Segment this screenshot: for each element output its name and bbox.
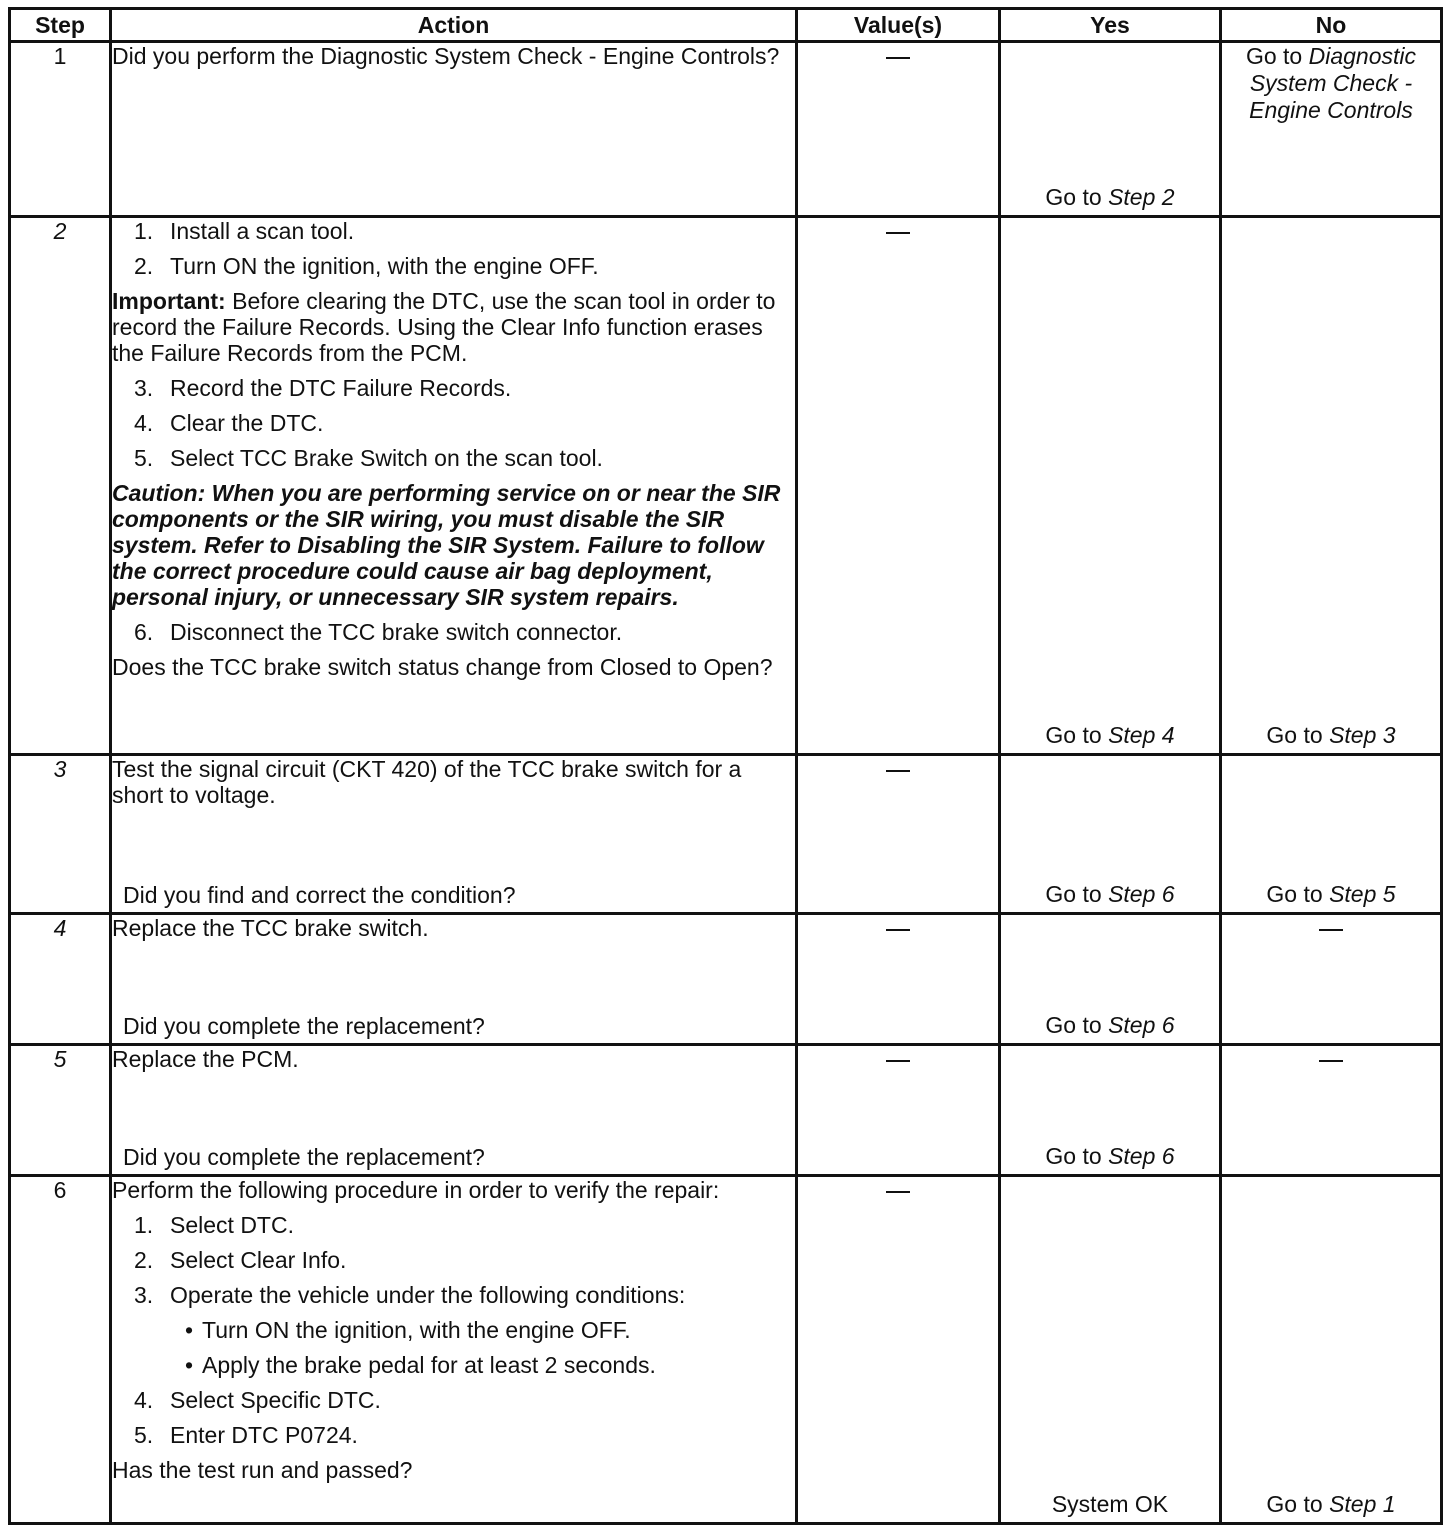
action-text: Test the signal circuit (CKT 420) of the TCC brake switch for a short to voltage. (112, 756, 742, 808)
list-item (112, 1387, 795, 1413)
item-text: Disconnect the TCC brake switch connector. (170, 619, 623, 645)
value-dash (886, 1060, 910, 1062)
value-cell (797, 755, 1000, 914)
item-number: 6. (134, 619, 154, 645)
item-text: Select DTC. (170, 1212, 294, 1238)
yes-result: System OK (1051, 1491, 1169, 1517)
bullet-icon: • (184, 1317, 194, 1343)
no-cell (1221, 42, 1442, 217)
list-item (112, 253, 795, 279)
no-prefix: Go to (1266, 722, 1330, 748)
yes-prefix: Go to (1045, 1143, 1109, 1169)
table-row (10, 755, 1442, 914)
header-no: No (1221, 9, 1442, 42)
no-cell (1221, 1176, 1442, 1524)
no-prefix: Go to (1266, 1491, 1330, 1517)
item-number: 3. (134, 1282, 154, 1308)
table-row (10, 1045, 1442, 1176)
item-number: 3. (134, 375, 154, 401)
value-dash (886, 57, 910, 59)
no-cell (1221, 755, 1442, 914)
table-row (10, 914, 1442, 1045)
yes-cell (1000, 42, 1221, 217)
yes-prefix: Go to (1045, 1012, 1109, 1038)
item-text: Select Specific DTC. (170, 1387, 381, 1413)
item-number: 5. (134, 445, 154, 471)
no-dash (1319, 1060, 1343, 1062)
step-number: 2 (10, 217, 111, 755)
yes-cell (1000, 1176, 1221, 1524)
value-dash (886, 929, 910, 931)
yes-link[interactable]: Step 2 (1108, 184, 1175, 210)
yes-cell (1000, 217, 1221, 755)
item-number: 4. (134, 1387, 154, 1413)
list-item (112, 410, 795, 436)
yes-link[interactable]: Step 6 (1108, 1143, 1175, 1169)
value-dash (886, 232, 910, 234)
list-item (112, 1247, 795, 1273)
action-intro: Perform the following procedure in order to verify the repair: (112, 1177, 720, 1203)
action-cell (111, 755, 797, 914)
item-number: 2. (134, 1247, 154, 1273)
list-item (112, 1317, 795, 1343)
header-step: Step (10, 9, 111, 42)
value-cell (797, 1045, 1000, 1176)
item-number: 2. (134, 253, 154, 279)
step-number: 1 (10, 42, 111, 217)
item-text: Turn ON the ignition, with the engine OFF. (202, 1317, 631, 1343)
value-cell (797, 217, 1000, 755)
header-action: Action (111, 9, 797, 42)
important-note (112, 288, 795, 366)
no-link[interactable]: Step 5 (1329, 881, 1396, 907)
action-text: Replace the TCC brake switch. (112, 915, 429, 941)
yes-link[interactable]: Step 6 (1108, 1012, 1175, 1038)
diagnostic-table (8, 7, 1443, 1525)
table-row (10, 42, 1442, 217)
list-item (112, 445, 795, 471)
step-number: 3 (10, 755, 111, 914)
list-item (112, 1212, 795, 1238)
item-number: 1. (134, 218, 154, 244)
action-question: Did you complete the replacement? (123, 1013, 485, 1039)
action-question: Does the TCC brake switch status change from Closed to Open? (112, 654, 773, 680)
header-yes: Yes (1000, 9, 1221, 42)
action-question: Did you complete the replacement? (123, 1144, 485, 1170)
value-cell (797, 1176, 1000, 1524)
item-text: Enter DTC P0724. (170, 1422, 358, 1448)
step-number: 6 (10, 1176, 111, 1524)
step-number: 4 (10, 914, 111, 1045)
bullet-icon: • (184, 1352, 194, 1378)
step-number: 5 (10, 1045, 111, 1176)
value-cell (797, 914, 1000, 1045)
no-link[interactable]: Diagnostic System Check - Engine Controls (1249, 43, 1417, 123)
list-item (112, 619, 795, 645)
item-text: Turn ON the ignition, with the engine OFF. (170, 253, 599, 279)
value-dash (886, 770, 910, 772)
yes-cell (1000, 1045, 1221, 1176)
no-prefix: Go to (1266, 881, 1330, 907)
item-number: 5. (134, 1422, 154, 1448)
list-item (112, 1282, 795, 1308)
header-row (10, 9, 1442, 42)
no-cell (1221, 217, 1442, 755)
item-text: Select TCC Brake Switch on the scan tool. (170, 445, 603, 471)
action-text: Replace the PCM. (112, 1046, 299, 1072)
no-dash (1319, 929, 1343, 931)
header-values: Value(s) (797, 9, 1000, 42)
no-link[interactable]: Step 1 (1329, 1491, 1396, 1517)
action-cell (111, 217, 797, 755)
item-text: Clear the DTC. (170, 410, 324, 436)
yes-cell (1000, 914, 1221, 1045)
yes-link[interactable]: Step 4 (1108, 722, 1175, 748)
no-prefix: Go to (1245, 43, 1309, 69)
item-text: Apply the brake pedal for at least 2 seconds. (202, 1352, 656, 1378)
item-text: Record the DTC Failure Records. (170, 375, 512, 401)
item-number: 1. (134, 1212, 154, 1238)
table-row (10, 217, 1442, 755)
caution-note: Caution: When you are performing service on or near the SIR components or the SIR wiring, you must disable the SIR system. Refer to Disabling the SIR System. Failure to follow the correct procedure could cause air bag deployment, personal injury, or unnecessary SIR system repairs. (112, 480, 781, 610)
yes-prefix: Go to (1045, 881, 1109, 907)
yes-prefix: Go to (1045, 184, 1109, 210)
item-text: Install a scan tool. (170, 218, 355, 244)
list-item (112, 1352, 795, 1378)
list-item (112, 1422, 795, 1448)
table-row (10, 1176, 1442, 1524)
action-cell (111, 914, 797, 1045)
yes-cell (1000, 755, 1221, 914)
action-question: Did you find and correct the condition? (123, 882, 516, 908)
no-link[interactable]: Step 3 (1329, 722, 1396, 748)
action-cell (111, 42, 797, 217)
item-text: Operate the vehicle under the following conditions: (170, 1282, 686, 1308)
yes-prefix: Go to (1045, 722, 1109, 748)
yes-link[interactable]: Step 6 (1108, 881, 1175, 907)
value-cell (797, 42, 1000, 217)
no-cell (1221, 914, 1442, 1045)
no-cell (1221, 1045, 1442, 1176)
value-dash (886, 1191, 910, 1193)
item-number: 4. (134, 410, 154, 436)
important-text: Before clearing the DTC, use the scan tool in order to record the Failure Records. Using the Clear Info function erases the Failure Records from the PCM. (112, 288, 776, 366)
item-text: Select Clear Info. (170, 1247, 347, 1273)
action-cell (111, 1045, 797, 1176)
important-label: Important: (112, 288, 226, 314)
action-text: Did you perform the Diagnostic System Check - Engine Controls? (112, 43, 780, 69)
action-cell (111, 1176, 797, 1524)
list-item (112, 375, 795, 401)
list-item (112, 218, 795, 244)
action-question: Has the test run and passed? (112, 1457, 413, 1483)
